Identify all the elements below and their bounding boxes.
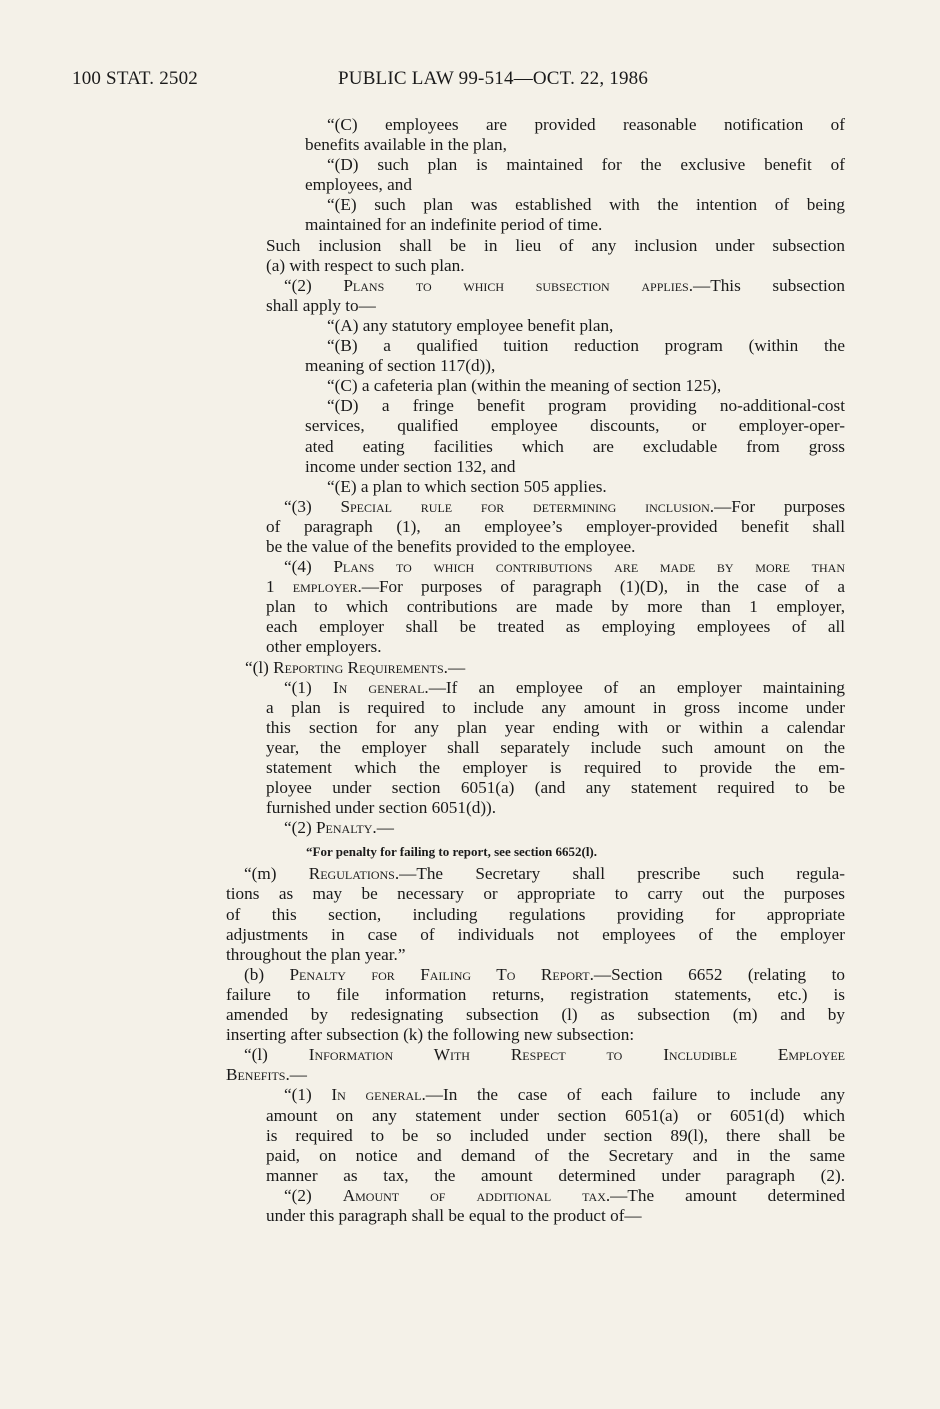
text-line <box>327 316 940 336</box>
text-run: employees, and <box>305 175 412 195</box>
text-line <box>266 798 940 818</box>
text-run: a plan is required to include any amount in gross income under <box>266 697 845 717</box>
text-line <box>266 718 845 738</box>
text-line <box>266 1126 845 1146</box>
text-run: .—In the case of each failure to include any <box>421 1085 846 1105</box>
text-line <box>305 416 845 436</box>
text-run: be the value of the benefits provided to the employee. <box>266 536 636 556</box>
text-run: shall apply to— <box>266 295 376 315</box>
statute-page-reference: 100 STAT. 2502 <box>72 68 199 89</box>
text-run: “(E) a plan to which section 505 applies. <box>327 476 607 496</box>
text-line <box>226 884 845 904</box>
text-run: “(2) <box>284 1185 343 1205</box>
small-caps-heading: Plans to which subsection applies <box>343 275 689 295</box>
text-line <box>266 577 845 597</box>
text-run: “(E) such plan was established with the intention of being <box>327 195 845 215</box>
text-run: maintained for an indefinite period of time. <box>305 215 603 235</box>
text-run: .— <box>372 818 394 838</box>
text-line <box>305 457 940 477</box>
text-run: Such inclusion shall be in lieu of any inclusion under subsection <box>266 235 845 255</box>
text-line <box>266 637 940 657</box>
small-caps-heading: In general <box>331 1085 422 1105</box>
small-caps-heading: Penalty for Failing To Report <box>289 964 590 984</box>
text-run: other employers. <box>266 637 382 657</box>
text-line <box>266 758 845 778</box>
small-caps-heading: Information With Respect to Includible Employee <box>308 1045 845 1065</box>
text-line <box>266 778 845 798</box>
text-run: .—The Secretary shall prescribe such regula- <box>394 864 845 884</box>
text-run: .—For purposes of paragraph (1)(D), in the case of a <box>357 577 845 597</box>
text-line <box>327 376 940 396</box>
text-line <box>327 396 845 416</box>
text-run: manner as tax, the amount determined under paragraph (2). <box>266 1165 845 1185</box>
small-caps-heading: Penalty <box>315 818 373 838</box>
text-run: “(D) such plan is maintained for the exclusive benefit of <box>327 155 845 175</box>
text-line <box>266 617 845 637</box>
text-run: “(l) <box>245 657 274 677</box>
text-run: statement which the employer is required to provide the em- <box>266 758 845 777</box>
text-run: .—For purposes <box>709 496 846 516</box>
text-line <box>305 175 940 195</box>
text-run: “(m) <box>244 864 309 884</box>
text-line <box>266 1206 940 1226</box>
text-run: “(1) <box>284 677 333 697</box>
text-run: adjustments in case of individuals not employees of the employer <box>226 924 845 944</box>
text-line <box>305 215 940 235</box>
small-caps-heading: Amount of additional tax <box>342 1185 606 1205</box>
text-line <box>266 597 845 617</box>
text-line <box>226 945 940 965</box>
text-line <box>226 1005 845 1025</box>
text-run: inserting after subsection (k) the following new subsection: <box>226 1025 635 1045</box>
text-run: “(B) a qualified tuition reduction program (within the <box>327 336 845 356</box>
text-run: “(C) employees are provided reasonable notification of <box>327 115 845 134</box>
text-line <box>245 658 940 678</box>
text-run: failure to file information returns, registration statements, etc.) is <box>226 984 845 1004</box>
text-line <box>266 738 845 758</box>
text-line <box>284 1085 845 1105</box>
text-run: ated eating facilities which are excludable from gross <box>305 436 845 456</box>
text-line <box>327 155 845 175</box>
text-run: this section for any plan year ending with or within a calendar <box>266 717 845 737</box>
running-head-public-law: PUBLIC LAW 99-514—OCT. 22, 1986 <box>338 68 649 89</box>
text-run: .— <box>443 657 466 677</box>
text-run: of this section, including regulations providing for appropriate <box>226 904 845 924</box>
text-line <box>266 698 845 718</box>
small-caps-heading: Special rule for determining inclusion <box>340 496 710 516</box>
text-run: throughout the plan year.” <box>226 944 406 964</box>
text-run: .—This subsection <box>688 275 845 295</box>
text-run: amount on any statement under section 6051(a) or 6051(d) which <box>266 1105 845 1125</box>
small-caps-heading: Reporting Requirements <box>273 657 444 677</box>
text-line <box>306 838 940 864</box>
text-run: meaning of section 117(d)), <box>305 356 496 376</box>
text-run: plan to which contributions are made by more than 1 employer, <box>266 597 845 617</box>
text-run: amended by redesignating subsection (l) as subsection (m) and by <box>226 1005 845 1025</box>
text-run: benefits available in the plan, <box>305 135 507 155</box>
text-line <box>284 557 845 577</box>
small-caps-heading: Plans to which contributions are made by more than <box>333 557 845 577</box>
text-run: “(D) a fringe benefit program providing no-additional-cost <box>327 396 845 416</box>
text-line <box>226 905 845 925</box>
text-run: each employer shall be treated as employing employees of all <box>266 617 845 637</box>
text-line <box>327 477 940 497</box>
small-caps-heading: Regulations <box>308 864 395 884</box>
text-line <box>244 1045 845 1065</box>
text-line <box>244 864 845 884</box>
text-run: “(2) <box>284 818 316 838</box>
text-run: (b) <box>244 964 290 984</box>
text-run: under this paragraph shall be equal to the product of— <box>266 1205 642 1225</box>
text-line <box>244 965 845 985</box>
text-run: “(l) <box>244 1045 309 1065</box>
text-run: “(3) <box>284 496 341 516</box>
text-line <box>266 1106 845 1126</box>
text-run: income under section 132, and <box>305 456 516 476</box>
text-run: furnished under section 6051(d)). <box>266 798 497 818</box>
text-run: services, qualified employee discounts, or employer-oper- <box>305 416 845 436</box>
text-run: (a) with respect to such plan. <box>266 255 465 275</box>
text-line <box>266 256 940 276</box>
text-line <box>266 236 845 256</box>
text-line <box>305 356 940 376</box>
text-run: is required to be so included under section 89(l), there shall be <box>266 1125 845 1145</box>
text-line <box>226 985 845 1005</box>
text-run: .—Section 6652 (relating to <box>589 964 845 984</box>
text-run: tions as may be necessary or appropriate to carry out the purposes <box>226 884 845 904</box>
text-line <box>226 1065 940 1085</box>
text-line <box>226 925 845 945</box>
text-run: “(2) <box>284 275 344 295</box>
text-run: “(1) <box>284 1085 332 1105</box>
text-line <box>284 818 940 838</box>
text-run: of paragraph (1), an employee’s employer-provided benefit shall <box>266 516 845 536</box>
text-line <box>327 195 845 215</box>
text-line <box>327 336 845 356</box>
text-run: “For penalty for failing to report, see section 6652(l). <box>306 844 598 860</box>
text-line <box>266 1146 845 1166</box>
text-run: paid, on notice and demand of the Secretary and in the same <box>266 1145 845 1165</box>
text-run: .—The amount determined <box>605 1185 845 1205</box>
text-line <box>266 296 940 316</box>
text-run: .—If an employee of an employer maintaining <box>424 677 846 697</box>
text-line <box>284 497 845 517</box>
small-caps-heading: Benefits <box>226 1065 286 1085</box>
law-text-body <box>0 115 940 1226</box>
text-line <box>327 115 845 135</box>
text-line <box>305 437 845 457</box>
text-line <box>266 537 940 557</box>
text-run: .— <box>285 1065 307 1085</box>
text-line <box>284 678 845 698</box>
text-line <box>266 517 845 537</box>
text-line <box>284 1186 845 1206</box>
text-line <box>284 276 845 296</box>
text-line <box>226 1025 940 1045</box>
text-run: “(4) <box>284 557 334 577</box>
text-run: “(C) a cafeteria plan (within the meaning of section 125), <box>327 376 722 396</box>
text-line <box>266 1166 845 1186</box>
small-caps-heading: 1 employer <box>266 577 358 597</box>
small-caps-heading: In general <box>332 677 425 697</box>
text-run: ployee under section 6051(a) (and any statement required to be <box>266 778 845 798</box>
text-run: year, the employer shall separately include such amount on the <box>266 737 845 757</box>
text-run: “(A) any statutory employee benefit plan, <box>327 315 614 335</box>
text-line <box>305 135 940 155</box>
